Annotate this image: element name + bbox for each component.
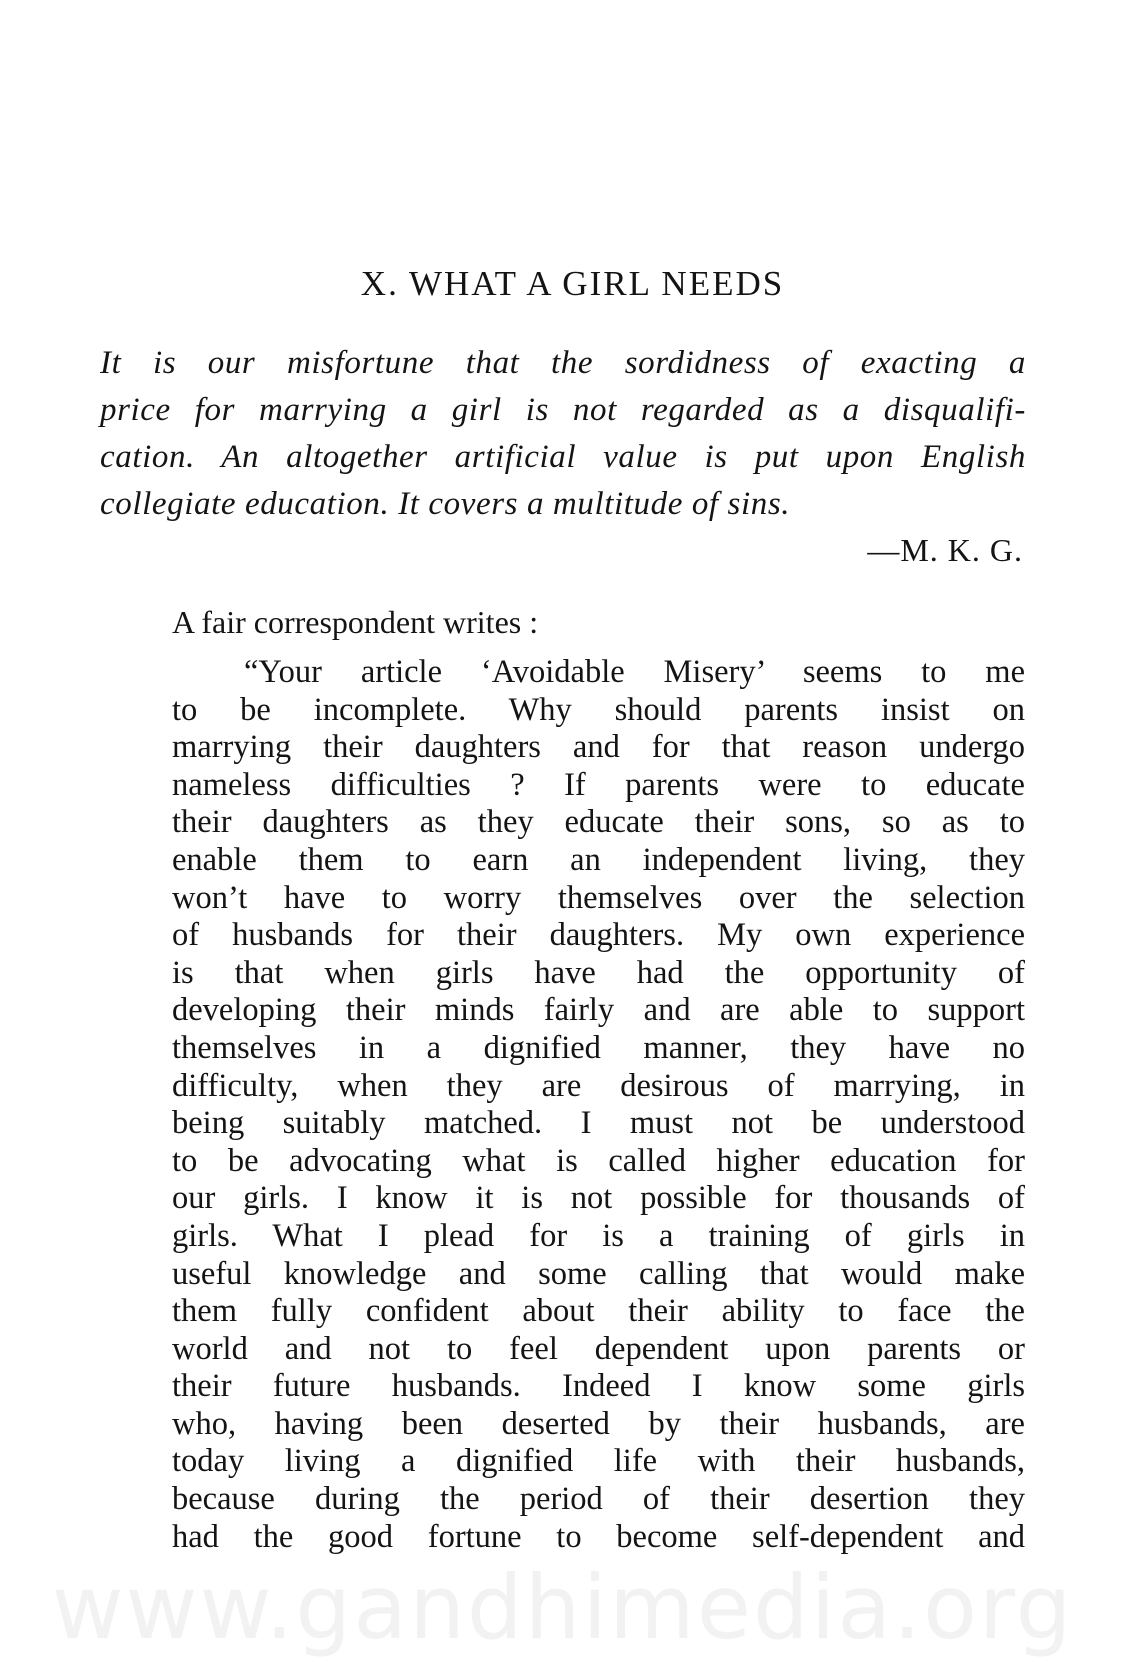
text-line: being suitably matched. I must not be understood (172, 1105, 1025, 1142)
epigraph-attribution: —M. K. G. (867, 532, 1023, 568)
text-line: world and not to feel dependent upon parents or (172, 1330, 1025, 1367)
text-line: nameless difficulties ? If parents were to educate (172, 766, 1025, 803)
epigraph-line: cation. An altogether artificial value is put upon English (100, 439, 1026, 475)
text-line: won’t have to worry themselves over the selection (172, 879, 1025, 916)
letter-text (172, 654, 1025, 1556)
text-line: developing their minds fairly and are able to support (172, 992, 1025, 1029)
epigraph-line: It is our misfortune that the sordidness of exacting a (100, 345, 1026, 381)
text-line: them fully confident about their ability to face the (172, 1293, 1025, 1330)
epigraph-line: collegiate education. It covers a multitude of sins. (100, 486, 791, 522)
text-line: difficulty, when they are desirous of marrying, in (172, 1067, 1025, 1104)
text-line: themselves in a dignified manner, they have no (172, 1029, 1025, 1066)
text-line: girls. What I plead for is a training of girls in (172, 1217, 1025, 1254)
text-line: marrying their daughters and for that reason undergo (172, 729, 1025, 766)
text-line: “Your article ‘Avoidable Misery’ seems to me (244, 654, 1025, 690)
text-line: their future husbands. Indeed I know some girls (172, 1368, 1025, 1405)
text-line: our girls. I know it is not possible for thousands of (172, 1180, 1025, 1217)
epigraph (100, 340, 1026, 528)
text-line: their daughters as they educate their sons, so as to (172, 804, 1025, 841)
text-line: had the good fortune to become self-dependent and (172, 1518, 1025, 1555)
text-line: to be advocating what is called higher education for (172, 1142, 1025, 1179)
text-line: who, having been deserted by their husbands, are (172, 1405, 1025, 1442)
text-line: is that when girls have had the opportunity of (172, 954, 1025, 991)
watermark: www.gandhimedia.org (51, 1556, 1074, 1659)
chapter-title: X. WHAT A GIRL NEEDS (360, 264, 785, 303)
epigraph-line: price for marrying a girl is not regarded as a disqualifi- (100, 392, 1026, 428)
text-line: of husbands for their daughters. My own experience (172, 917, 1025, 954)
text-line: useful knowledge and some calling that would make (172, 1255, 1025, 1292)
intro-line: A fair correspondent writes : (172, 604, 539, 640)
text-line: to be incomplete. Why should parents insist on (172, 691, 1025, 728)
text-line: because during the period of their desertion they (172, 1481, 1025, 1518)
text-line: enable them to earn an independent living, they (172, 841, 1025, 878)
text-line: today living a dignified life with their husbands, (172, 1443, 1025, 1480)
